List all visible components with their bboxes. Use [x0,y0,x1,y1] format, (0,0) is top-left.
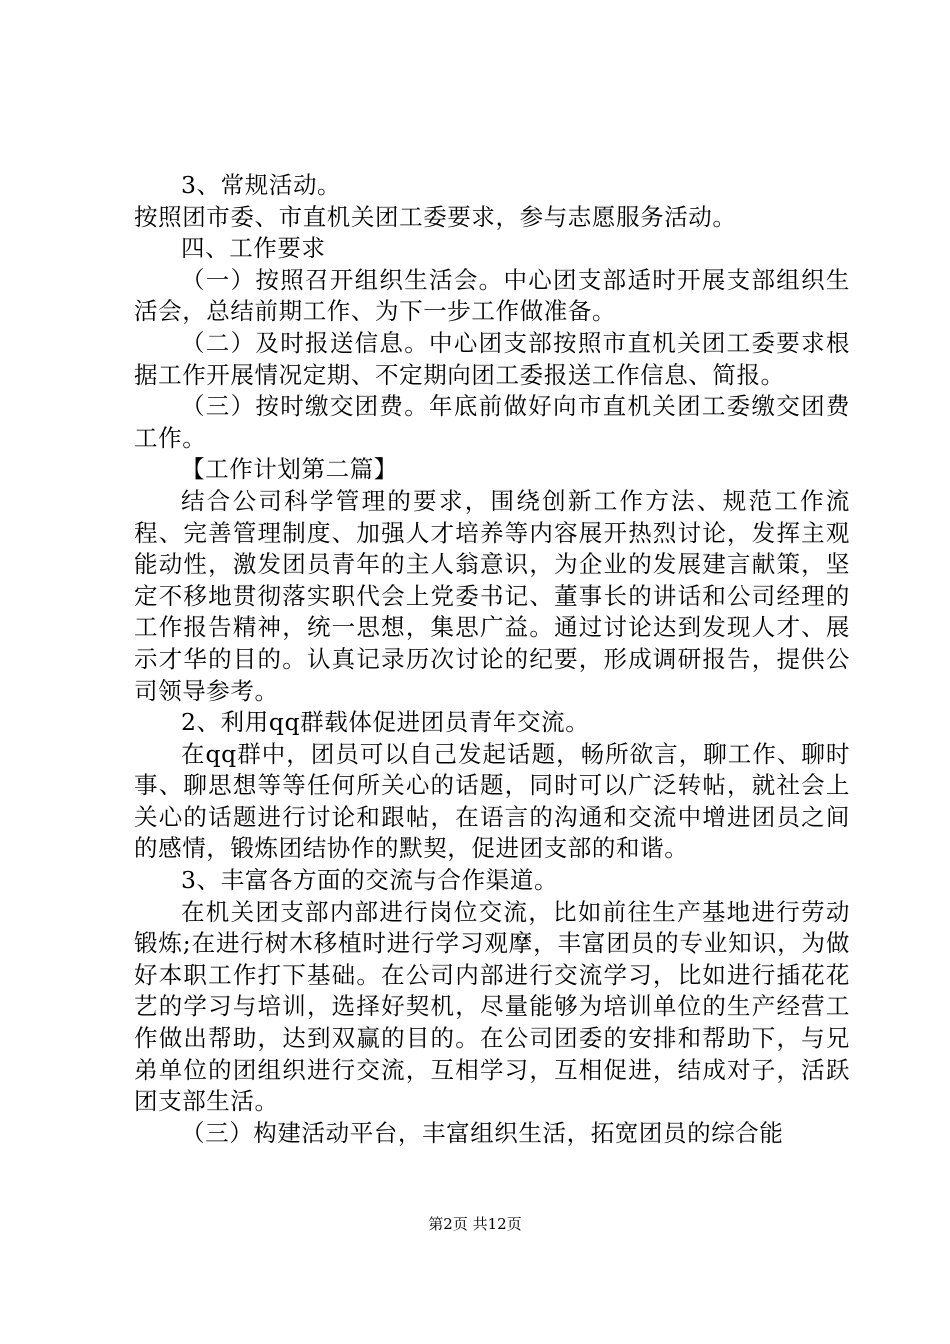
paragraph-volunteer-service: 按照团市委、市直机关团工委要求，参与志愿服务活动。 [134,202,737,231]
paragraph-activity-platform: （三）构建活动平台，丰富组织生活，拓宽团员的综合能 [181,1118,784,1147]
paragraph-qq-group: 在qq群中，团员可以自己发起话题，畅所欲言，聊工作、聊时事、聊思想等等任何所关心的话题，同时可以广泛转帖，就社会上关心的话题进行讨论和跟帖，在语言的沟通和交流中增进团员之间的感情，锻炼团结协作的默契，促进团支部的和谐。 [134,739,850,863]
paragraph-discussion: 结合公司科学管理的要求，围绕创新工作方法、规范工作流程、完善管理制度、加强人才培养等内容展开热烈讨论，发挥主观能动性，激发团员青年的主人翁意识，为企业的发展建言献策，坚定不移地贯彻落实职代会上党委书记、董事长的讲话和公司经理的工作报告精神，统一思想，集思广益。通过讨论达到发现人才、展示才华的目的。认真记录历次讨论的纪要，形成调研报告，提供公司领导参考。 [134,486,850,705]
paragraph-requirement-3: （三）按时缴交团费。年底前做好向市直机关团工委缴交团费工作。 [134,392,850,452]
subheading-regular-activities: 3、常规活动。 [181,171,342,199]
paragraph-requirement-1: （一）按照召开组织生活会。中心团支部适时开展支部组织生活会，总结前期工作、为下一步工作做准备。 [134,265,850,326]
subheading-exchange-channels: 3、丰富各方面的交流与合作渠道。 [181,866,559,895]
subheading-qq-group: 2、利用qq群载体促进团员青年交流。 [181,708,590,737]
document-body [134,170,850,1149]
paragraph-exchange-channels: 在机关团支部内部进行岗位交流，比如前往生产基地进行劳动锻炼;在进行树木移植时进行学习观摩，丰富团员的专业知识，为做好本职工作打下基础。在公司内部进行交流学习，比如进行插花花艺的学习与培训，选择好契机，尽量能够为培训单位的生产经营工作做出帮助，达到双赢的目的。在公司团委的安排和帮助下，与兄弟单位的团组织进行交流，互相学习，互相促进，结成对子，活跃团支部生活。 [134,897,850,1116]
paragraph-requirement-2: （二）及时报送信息。中心团支部按照市直机关团工委要求根据工作开展情况定期、不定期向团工委报送工作信息、简报。 [134,328,850,389]
heading-work-requirements: 四、工作要求 [181,234,326,263]
page-number-footer: 第2页 共12页 [428,1215,522,1233]
section-title-second-plan: 【工作计划第二篇】 [181,455,398,484]
